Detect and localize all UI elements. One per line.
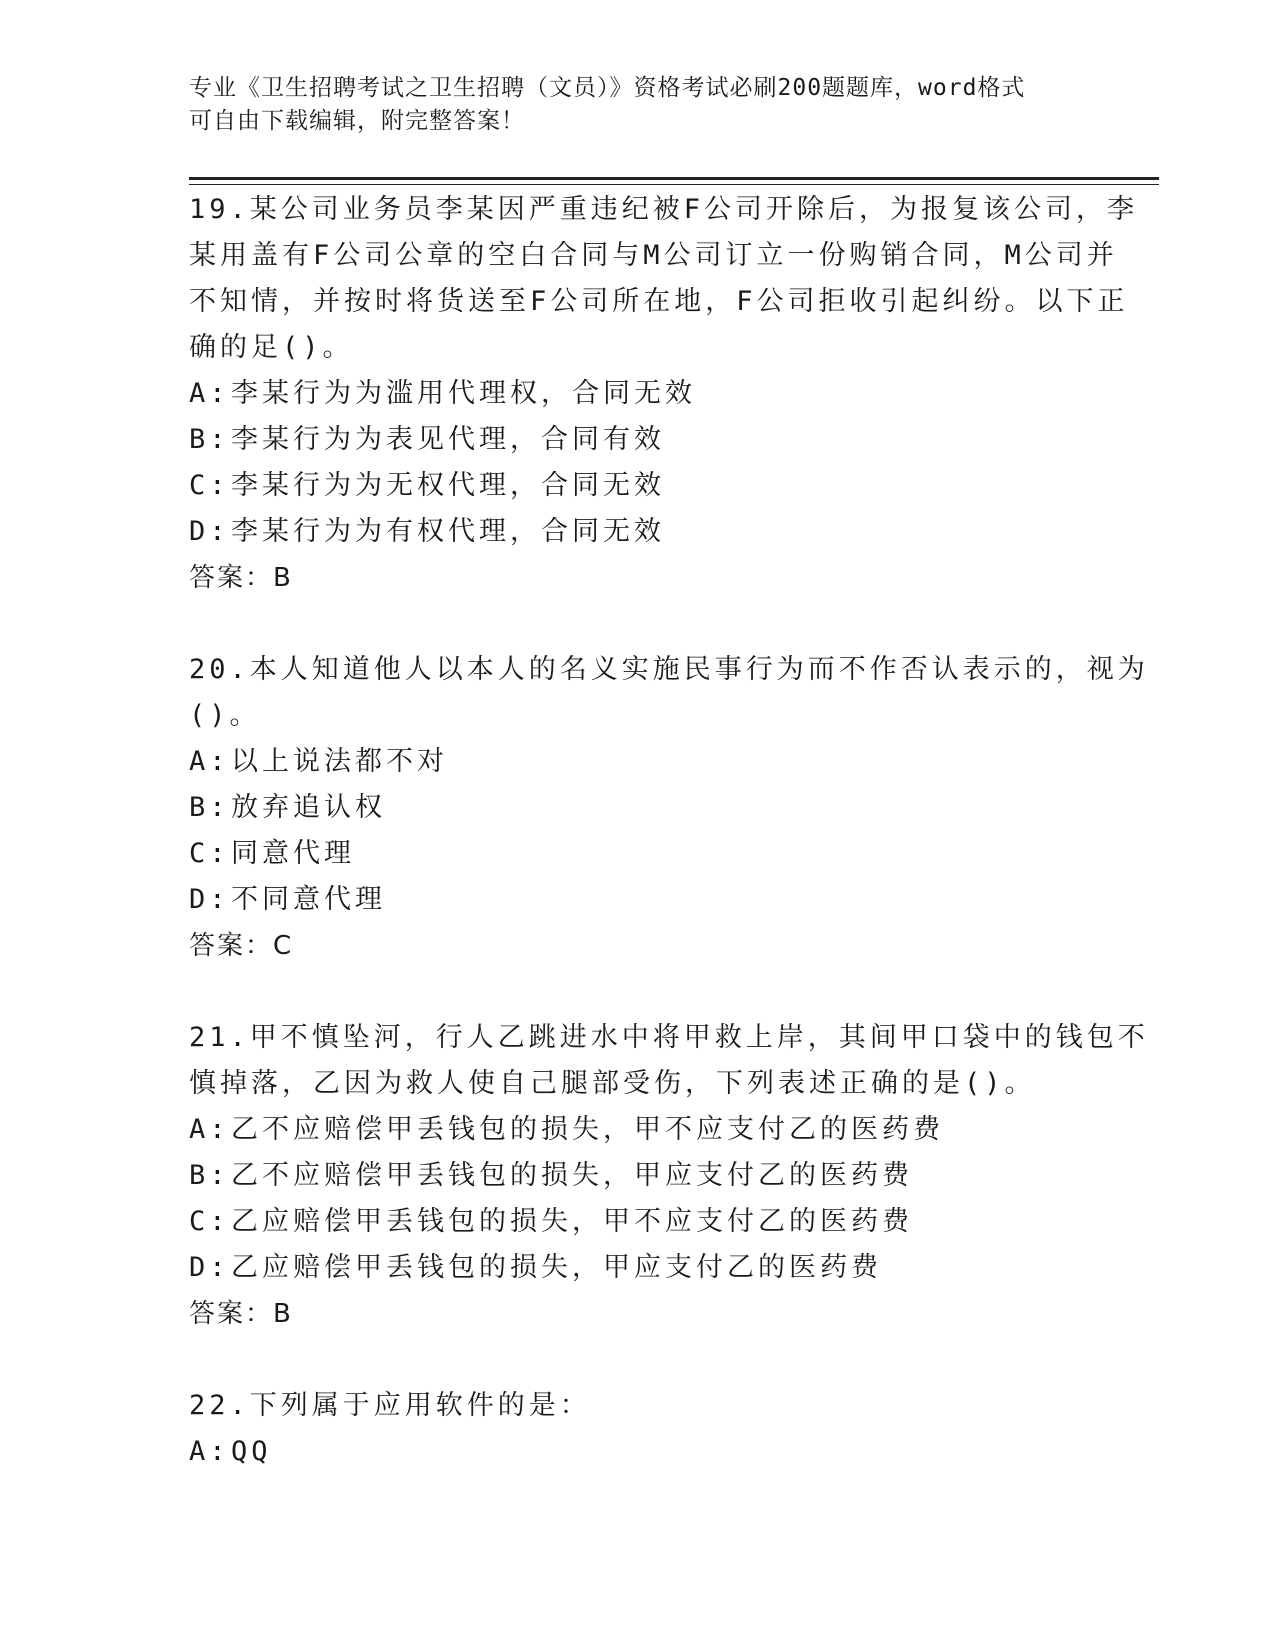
question-block — [189, 1383, 1089, 1475]
option-row — [189, 739, 1089, 785]
option-row — [189, 509, 1089, 555]
header-rule-thin — [189, 184, 1159, 185]
option-row — [189, 417, 1089, 463]
option-text: 乙应赔偿甲丢钱包的损失，甲应支付乙的医药费 — [231, 1252, 882, 1283]
question-text-line: 确的足()。 — [189, 332, 354, 363]
question-block — [189, 187, 1139, 601]
option-key: D: — [189, 884, 230, 915]
option-row — [189, 1107, 1089, 1153]
question-block — [189, 647, 1149, 969]
option-text: 不同意代理 — [231, 884, 386, 915]
option-row — [189, 1429, 1089, 1475]
option-row — [189, 877, 1089, 923]
question-text-line: 20.本人知道他人以本人的名义实施民事行为而不作否认表示的，视为 — [189, 654, 1149, 685]
question-text-line: ()。 — [189, 700, 261, 731]
option-text: 李某行为为有权代理，合同无效 — [231, 516, 665, 547]
option-key: B: — [189, 1160, 230, 1191]
question-text-line: 某用盖有F公司公章的空白合同与M公司订立一份购销合同，M公司并 — [189, 240, 1118, 271]
option-key: C: — [189, 470, 230, 501]
question-text-line: 19.某公司业务员李某因严重违纪被F公司开除后，为报复该公司，李 — [189, 194, 1139, 225]
option-text: 李某行为为表见代理，合同有效 — [231, 424, 665, 455]
option-key: A: — [189, 1114, 230, 1145]
option-text: 乙应赔偿甲丢钱包的损失，甲不应支付乙的医药费 — [231, 1206, 913, 1237]
option-row — [189, 1245, 1089, 1291]
option-key: B: — [189, 792, 230, 823]
question-text-line: 21.甲不慎坠河，行人乙跳进水中将甲救上岸，其间甲口袋中的钱包不 — [189, 1022, 1149, 1053]
option-row — [189, 463, 1089, 509]
option-key: D: — [189, 516, 230, 547]
question-text-line: 慎掉落，乙因为救人使自己腿部受伤，下列表述正确的是()。 — [189, 1068, 1036, 1099]
document-header — [189, 72, 1089, 138]
option-row — [189, 831, 1089, 877]
question-text-line: 22.下列属于应用软件的是： — [189, 1390, 591, 1421]
answer-line: 答案：B — [189, 1299, 293, 1329]
option-row — [189, 785, 1089, 831]
option-text: QQ — [231, 1436, 272, 1467]
question-list — [189, 187, 1149, 1521]
option-key: C: — [189, 1206, 230, 1237]
option-key: D: — [189, 1252, 230, 1283]
option-text: 李某行为为无权代理，合同无效 — [231, 470, 665, 501]
answer-line: 答案：C — [189, 931, 294, 961]
header-line-1: 专业《卫生招聘考试之卫生招聘（文员）》资格考试必刷200题题库，word格式 — [189, 75, 1026, 101]
header-rule-thick — [189, 177, 1159, 180]
option-text: 乙不应赔偿甲丢钱包的损失，甲应支付乙的医药费 — [231, 1160, 913, 1191]
option-row — [189, 371, 1089, 417]
option-text: 乙不应赔偿甲丢钱包的损失，甲不应支付乙的医药费 — [231, 1114, 944, 1145]
option-key: B: — [189, 424, 230, 455]
option-key: C: — [189, 838, 230, 869]
option-text: 以上说法都不对 — [231, 746, 448, 777]
option-text: 李某行为为滥用代理权，合同无效 — [231, 378, 696, 409]
answer-line: 答案：B — [189, 563, 293, 593]
option-key: A: — [189, 1436, 230, 1467]
question-block — [189, 1015, 1149, 1337]
option-key: A: — [189, 746, 230, 777]
option-text: 放弃追认权 — [231, 792, 386, 823]
option-key: A: — [189, 378, 230, 409]
header-line-2: 可自由下载编辑，附完整答案！ — [189, 108, 525, 134]
option-row — [189, 1153, 1089, 1199]
option-row — [189, 1199, 1089, 1245]
option-text: 同意代理 — [231, 838, 355, 869]
question-text-line: 不知情，并按时将货送至F公司所在地，F公司拒收引起纠纷。以下正 — [189, 286, 1129, 317]
